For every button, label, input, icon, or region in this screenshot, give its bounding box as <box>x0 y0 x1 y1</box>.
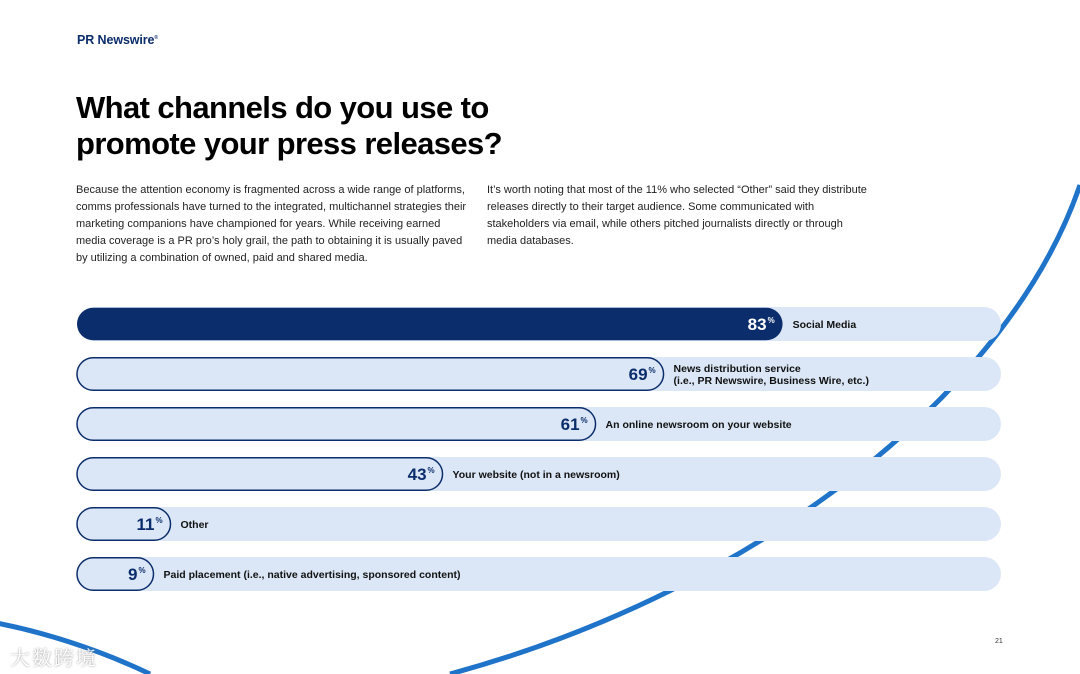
logo-registered-mark: ® <box>154 34 158 41</box>
value-unit: % <box>138 566 146 575</box>
page-title: What channels do you use to promote your press releases? <box>76 90 502 161</box>
value-label: 43 <box>407 465 427 484</box>
intro-paragraph-right: It’s worth noting that most of the 11% who selected “Other” said they distribute releases directly to their target audience. Some communicated with stakeholders via email, while others pitched journalists directly or through media databases. <box>487 184 867 247</box>
value-label: 11 <box>136 515 155 534</box>
category-label: Paid placement (i.e., native advertising, sponsored content) <box>163 569 461 581</box>
intro-paragraph-left: Because the attention economy is fragmented across a wide range of platforms, comms professionals have turned to the integrated, multichannel strategies their marketing companions have championed for years. While receiving earned media coverage is a PR pro’s holy grail, the path to obtaining it is usually paved by utilizing a combination of owned, paid and shared media. <box>76 184 467 264</box>
category-label: An online newsroom on your website <box>605 419 792 431</box>
value-unit: % <box>155 516 163 525</box>
category-label: News distribution service <box>673 363 801 375</box>
value-unit: % <box>767 316 775 325</box>
category-label: Your website (not in a newsroom) <box>452 469 620 481</box>
category-label: Other <box>180 519 209 531</box>
value-label: 83 <box>747 315 767 334</box>
value-unit: % <box>427 466 435 475</box>
page-number: 21 <box>995 638 1003 645</box>
bar <box>77 358 664 391</box>
watermark: 大数跨境 <box>10 648 98 670</box>
value-label: 61 <box>560 415 580 434</box>
category-label: Social Media <box>792 319 857 331</box>
value-label: 9 <box>128 565 138 584</box>
logo-text: PR Newswire <box>77 33 155 47</box>
value-unit: % <box>648 366 656 375</box>
bar <box>77 308 783 341</box>
bar <box>77 458 443 491</box>
bar <box>77 408 596 441</box>
value-label: 69 <box>628 365 648 384</box>
bar-track <box>77 507 1001 541</box>
value-unit: % <box>580 416 588 425</box>
category-label: (i.e., PR Newswire, Business Wire, etc.) <box>673 375 869 387</box>
